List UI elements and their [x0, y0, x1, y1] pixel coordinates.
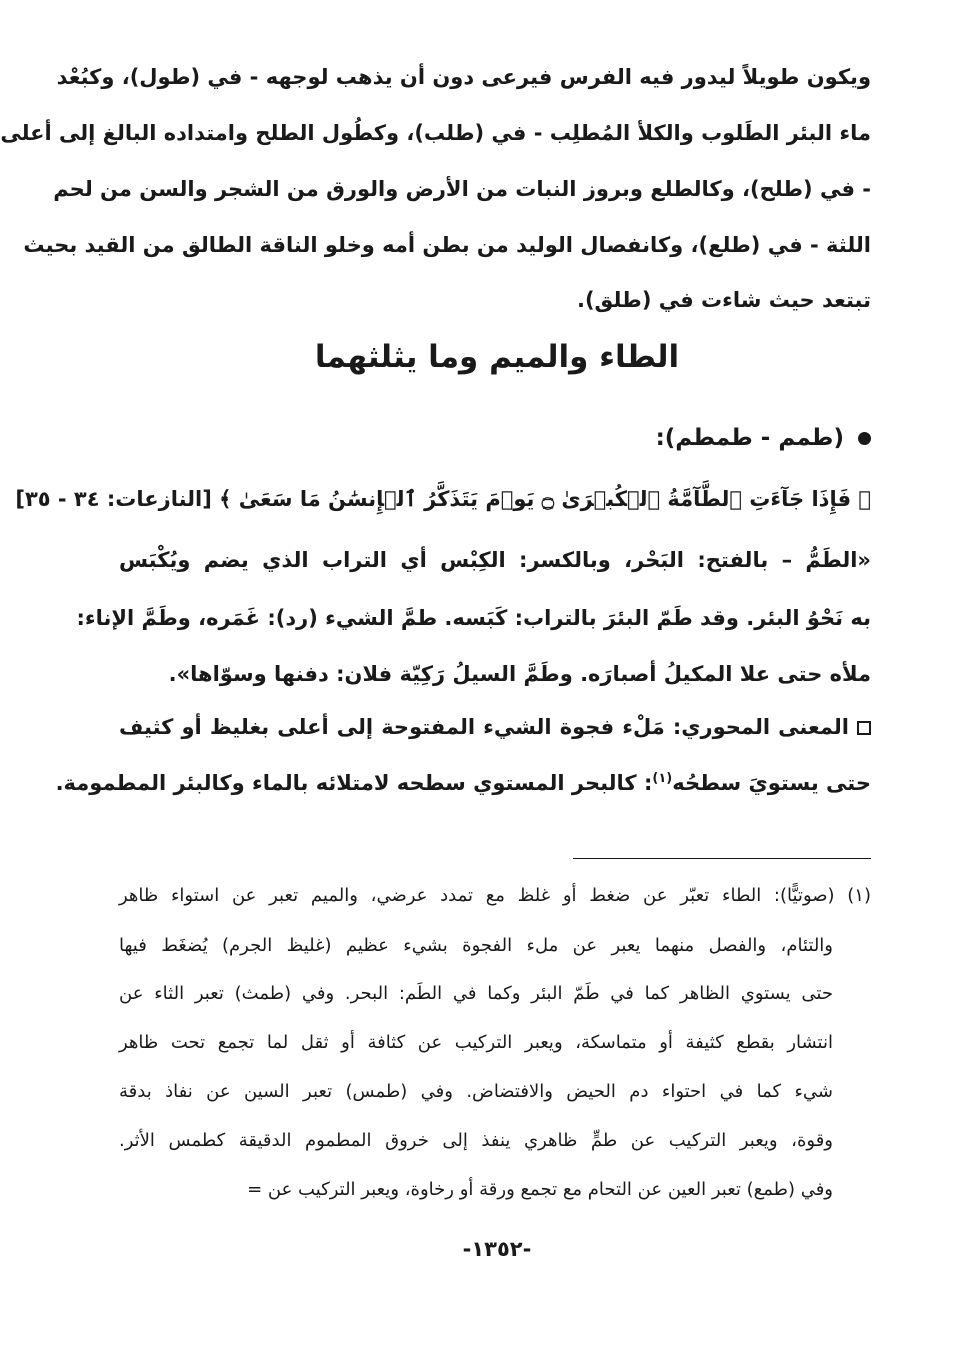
- core-meaning-text-1: مَلْء فجوة الشيء المفتوحة إلى أعلى بغليظ أو كثيف: [119, 715, 665, 739]
- footnote-line-7: وفي (طمع) تعبر العين عن التحام مع تجمع ورقة أو رخاوة، ويعبر التركيب عن =: [247, 1179, 833, 1200]
- core-meaning-text-2b: : كالبحر المستوي سطحه لامتلائه بالماء وكالبئر المطمومة.: [55, 771, 653, 795]
- quran-verse: ﴿ فَإِذَا جَآءَتِ ٱلطَّآمَّةُ ٱلۡكُبۡرَىٰ ۝ يَوۡمَ يَتَذَكَّرُ ٱلۡإِنسَٰنُ مَا سَعَىٰ ﴾ [النازعات: ٣٤ - ٣٥]: [15, 487, 871, 511]
- footnote-line-5: شيء كما في احتواء دم الحيض والافتضاض. وفي (طمس) تعبر السين عن نفاذ بدقة: [119, 1081, 833, 1102]
- definition-line-2: به نَحْوُ البئر. وقد طَمّ البئرَ بالتراب: كَبَسه. طمَّ الشيء (رد): غَمَره، وطَمَّ الإناء:: [76, 606, 871, 630]
- body-line-2: ماء البئر الطَلوب والكلأ المُطلِب - في (طلب)، وكطُول الطلح وامتداده البالغ إلى أعلى: [0, 121, 871, 145]
- footnote-line-4: انتشار بقطع كثيفة أو متماسكة، ويعبر التركيب عن كثافة أو ثقل لما تجمع تحت ظاهر: [119, 1032, 833, 1053]
- square-box-icon: [857, 721, 871, 735]
- core-meaning-text-2a: حتى يستويَ سطحُه: [672, 771, 871, 795]
- footnote-line-2: والتئام، والفصل منهما يعبر عن ملء الفجوة بشيء عظيم (غليظ الجرم) يُضغَط فيها: [119, 935, 833, 956]
- core-meaning-line-2: [55, 768, 871, 798]
- definition-line-1: «الطَمُّ – بالفتح: البَحْر، وبالكسر: الكِبْس أي التراب الذي يضم ويُكْبَس: [119, 548, 871, 572]
- footnote-line-1: (١) (صوتيًّا): الطاء تعبّر عن ضغط أو غلظ مع تمدد عرضي، والميم تعبر عن استواء ظاهر: [119, 885, 871, 906]
- body-line-4: اللثة - في (طلع)، وكانفصال الوليد من بطن أمه وخلو الناقة الطالق من القيد بحيث: [23, 233, 871, 257]
- body-line-1: ويكون طويلاً ليدور فيه الفرس فيرعى دون أن يذهب لوجهه - في (طول)، وكبُعْد: [56, 65, 871, 89]
- entry-title: (طمم - طمطم):: [655, 425, 844, 451]
- section-heading: الطاء والميم وما يثلثهما: [314, 339, 680, 375]
- core-meaning-label: المعنى المحوري:: [672, 715, 850, 739]
- bullet-icon: [858, 432, 871, 445]
- body-line-5: تبتعد حيث شاءت في (طلق).: [576, 288, 871, 312]
- definition-line-3: ملأه حتى علا المكيلُ أصبارَه. وطَمَّ السيلُ رَكِيّة فلان: دفنها وسوّاها».: [168, 662, 871, 686]
- footnote-separator: [573, 858, 871, 859]
- core-meaning-line-1: [119, 712, 871, 742]
- footnote-reference: (١): [652, 771, 673, 786]
- footnote-line-6: وقوة، ويعبر التركيب عن طمٍّ ظاهري ينفذ إلى خروق المطموم الدقيقة كطمس الأثر.: [119, 1130, 833, 1151]
- entry-title-row: [656, 420, 871, 456]
- body-line-3: - في (طلح)، وكالطلع وبروز النبات من الأرض والورق من الشجر والسن من لحم: [53, 177, 871, 201]
- page-number: -١٣٥٢-: [462, 1237, 532, 1261]
- footnote-line-3: حتى يستوي الظاهر كما في طَمّ البئر وكما في الطَم: البحر. وفي (طمث) تعبر الثاء عن: [119, 983, 833, 1004]
